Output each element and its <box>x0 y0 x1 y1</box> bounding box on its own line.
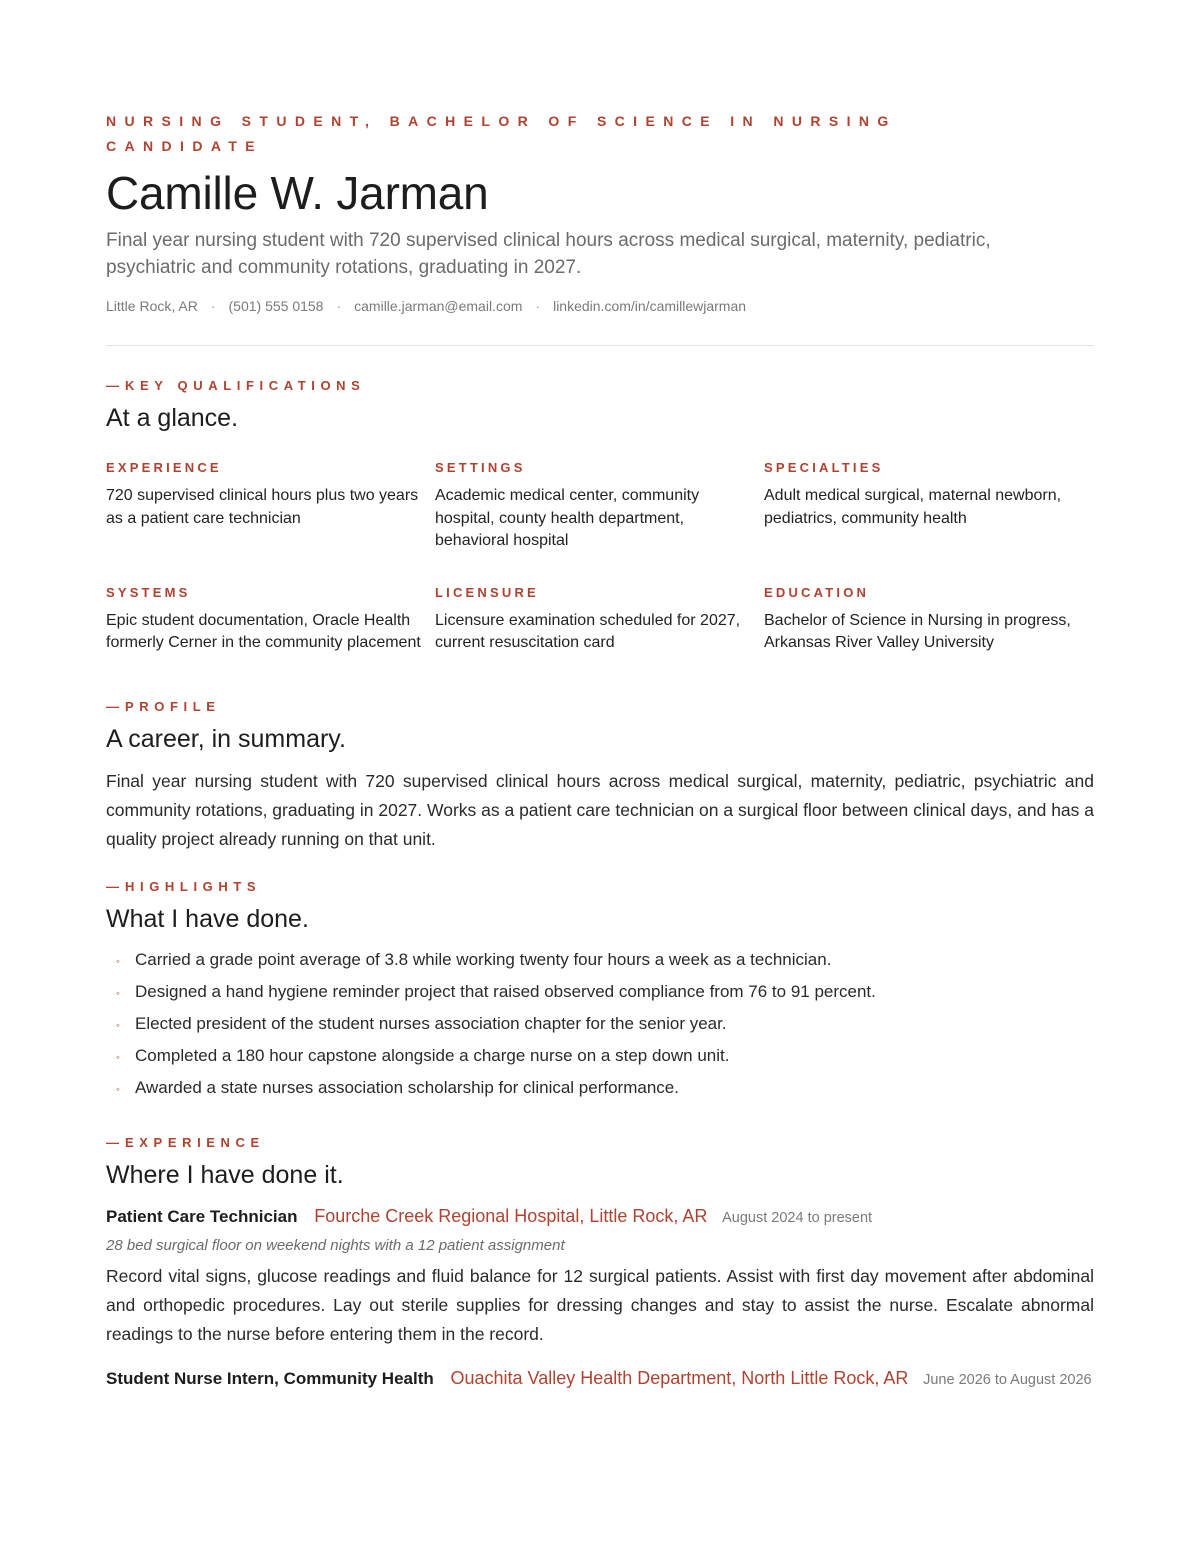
qualification-education <box>764 585 1094 655</box>
job-employer: Ouachita Valley Health Department, North Little Rock, AR <box>450 1368 909 1389</box>
qualification-settings <box>435 460 764 553</box>
contact-separator: · <box>210 298 216 314</box>
experience-section <box>106 1135 1094 1394</box>
bullet-icon: ◦ <box>116 987 120 1000</box>
section-label: — EXPERIENCE <box>106 1134 265 1150</box>
highlights-list <box>106 945 1094 1106</box>
contact-phone[interactable]: (501) 555 0158 <box>228 298 324 314</box>
contact-email[interactable]: camille.jarman@email.com <box>354 298 523 314</box>
list-item <box>106 945 1094 977</box>
highlight-text: Awarded a state nurses association scholarship for clinical performance. <box>135 1078 679 1098</box>
job-dates: June 2026 to August 2026 <box>923 1372 1092 1389</box>
job-dates: August 2024 to present <box>722 1209 873 1226</box>
qualification-label: EXPERIENCE <box>106 460 222 475</box>
contact-line <box>106 298 1094 314</box>
bullet-icon: ◦ <box>116 1084 120 1097</box>
contact-location: Little Rock, AR <box>106 298 198 314</box>
qualification-label: SETTINGS <box>435 460 526 475</box>
contact-separator: · <box>336 298 342 314</box>
tagline: Final year nursing student with 720 supervised clinical hours across medical surgical, maternity, pediatric, psychiatric and community rotations, graduating in 2027. <box>106 230 991 278</box>
section-label: — KEY QUALIFICATIONS <box>106 378 366 393</box>
contact-linkedin[interactable]: linkedin.com/in/camillewjarman <box>553 298 747 314</box>
job-header <box>106 1204 1094 1231</box>
qualification-label: EDUCATION <box>764 584 870 600</box>
highlight-text: Completed a 180 hour capstone alongside a charge nurse on a step down unit. <box>135 1046 730 1066</box>
job-description: Record vital signs, glucose readings and fluid balance for 12 surgical patients. Assist with first day movement after abdominal and orthopedic procedures. Lay out sterile supplies for dressing changes and stay to assist the nurse. Escalate abnormal readings to the nurse before entering them in the record. <box>106 1265 1094 1344</box>
list-item <box>106 1073 1094 1105</box>
job-employer: Fourche Creek Regional Hospital, Little Rock, AR <box>314 1205 708 1226</box>
section-dash: — <box>106 878 119 894</box>
job-entry <box>106 1204 1094 1349</box>
qualification-text: Bachelor of Science in Nursing in progress, Arkansas River Valley University <box>764 611 1071 651</box>
qualification-text: Academic medical center, community hospital, county health department, behavioral hospital <box>435 487 700 549</box>
headline-eyebrow: NURSING STUDENT, BACHELOR OF SCIENCE IN NURSING CANDIDATE <box>106 113 897 154</box>
contact-separator: · <box>535 298 541 314</box>
highlight-text: Carried a grade point average of 3.8 while working twenty four hours a week as a technician. <box>135 949 832 969</box>
highlight-text: Elected president of the student nurses association chapter for the senior year. <box>135 1013 727 1033</box>
qualification-specialties <box>764 460 1094 553</box>
section-label: — PROFILE <box>106 698 221 714</box>
section-title: A career, in summary. <box>106 724 346 753</box>
section-title: What I have done. <box>106 904 309 933</box>
job-title: Student Nurse Intern, Community Health <box>106 1369 434 1389</box>
qualification-text: Epic student documentation, Oracle Health formerly Cerner in the community placement <box>106 611 421 651</box>
qualification-text: Adult medical surgical, maternal newborn, pediatrics, community health <box>764 487 1062 527</box>
header-divider <box>106 345 1094 346</box>
list-item <box>106 977 1094 1009</box>
bullet-icon: ◦ <box>116 1052 120 1065</box>
job-entry <box>106 1366 1094 1393</box>
section-dash: — <box>106 378 119 393</box>
qualification-experience <box>106 460 435 553</box>
job-context-note: 28 bed surgical floor on weekend nights with a 12 patient assignment <box>106 1236 565 1254</box>
profile-section <box>106 699 1094 854</box>
job-header <box>106 1366 1094 1393</box>
bullet-icon: ◦ <box>116 1019 120 1032</box>
qualification-label: SYSTEMS <box>106 584 191 600</box>
candidate-name: Camille W. Jarman <box>106 167 489 219</box>
key-qualifications-section <box>106 378 1094 655</box>
qualification-label: LICENSURE <box>435 584 539 600</box>
qualification-text: 720 supervised clinical hours plus two years as a patient care technician <box>106 487 419 527</box>
section-dash: — <box>106 1134 119 1150</box>
section-dash: — <box>106 698 119 714</box>
bullet-icon: ◦ <box>116 955 120 968</box>
list-item <box>106 1009 1094 1041</box>
qualification-label: SPECIALTIES <box>764 460 884 475</box>
section-title: At a glance. <box>106 404 239 432</box>
qualification-systems <box>106 585 435 655</box>
profile-summary: Final year nursing student with 720 supervised clinical hours across medical surgical, maternity, pediatric, psychiatric and community rotations, graduating in 2027. Works as a patient care technician on a surgical floor between clinical days, and has a quality project already running on that unit. <box>106 770 1095 849</box>
qualifications-grid <box>106 460 1094 655</box>
qualification-licensure <box>435 585 764 655</box>
highlights-section <box>106 879 1094 1106</box>
job-title: Patient Care Technician <box>106 1206 298 1226</box>
list-item <box>106 1041 1094 1073</box>
section-title: Where I have done it. <box>106 1160 344 1189</box>
highlight-text: Designed a hand hygiene reminder project that raised observed compliance from 76 to 91 percent. <box>135 981 876 1001</box>
qualification-text: Licensure examination scheduled for 2027, current resuscitation card <box>435 611 741 651</box>
section-label: — HIGHLIGHTS <box>106 878 262 894</box>
